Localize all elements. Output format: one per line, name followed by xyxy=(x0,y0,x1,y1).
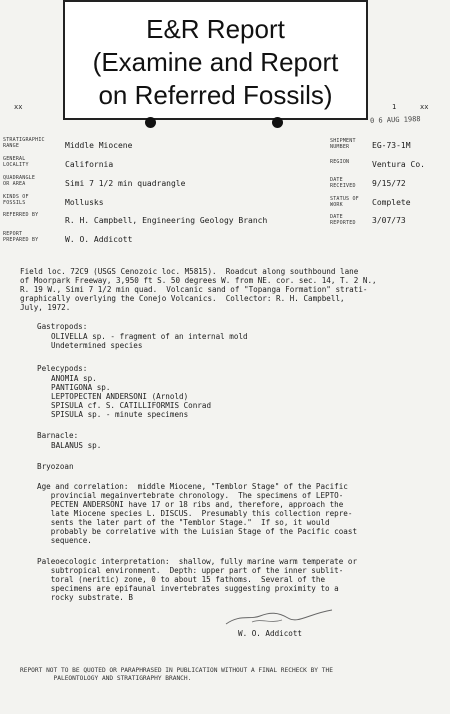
pelecypod-item: SPISULA sp. - minute specimens xyxy=(51,410,189,419)
pelecypod-item: SPISULA cf. S. CATILLIFORMIS Conrad xyxy=(51,401,212,410)
label-quadrangle: QUADRANGLE OR AREA xyxy=(3,175,36,187)
age-line: provincial megainvertebrate chronology. The specimens of LEPTO- xyxy=(37,491,344,500)
barnacle-heading: Barnacle: xyxy=(37,431,79,440)
paleo-line: Paleoecologic interpretation: shallow, fully marine warm temperate or xyxy=(37,557,358,566)
age-line: PECTEN ANDERSONI have 17 or 18 ribs and, therefore, approach the xyxy=(37,500,344,509)
label-status-of-work: STATUS OF WORK xyxy=(330,196,359,208)
title-line-2: (Examine and Report xyxy=(92,47,339,77)
label-kinds-of-fossils: KINDS OF FOSSILS xyxy=(3,194,29,206)
label-referred-by: REFERRED BY xyxy=(3,212,39,218)
title-box xyxy=(63,0,368,120)
value-date-reported: 3/07/73 xyxy=(372,216,406,225)
pin-left-icon xyxy=(145,117,156,128)
title-line-3: on Referred Fossils) xyxy=(98,80,333,110)
field-line: Field loc. 72C9 (USGS Cenozoic loc. M5815). Roadcut along southbound lane xyxy=(20,267,359,276)
pelecypod-item: PANTIGONA sp. xyxy=(51,383,111,392)
age-line: Age and correlation: middle Miocene, "Temblor Stage" of the Pacific xyxy=(37,482,348,491)
value-shipment-number: EG-73-1M xyxy=(372,141,411,150)
paleo-line: toral (neritic) zone, 0 to about 15 fathoms. Several of the xyxy=(37,575,326,584)
gastropods-heading: Gastropods: xyxy=(37,322,88,331)
pelecypod-item: LEPTOPECTEN ANDERSONI (Arnold) xyxy=(51,392,189,401)
field-line: July, 1972. xyxy=(20,303,71,312)
label-stratigraphic-range: STRATIGRAPHIC RANGE xyxy=(3,137,45,149)
pelecypod-item: ANOMIA sp. xyxy=(51,374,97,383)
age-line: sents the later part of the "Temblor Stage." If so, it would xyxy=(37,518,330,527)
footer-line: PALEONTOLOGY AND STRATIGRAPHY BRANCH. xyxy=(20,675,192,682)
label-date-reported: DATE REPORTED xyxy=(330,214,356,226)
label-general-locality: GENERAL LOCALITY xyxy=(3,156,29,168)
value-referred-by: R. H. Campbell, Engineering Geology Branch xyxy=(65,216,268,225)
pelecypods-heading: Pelecypods: xyxy=(37,364,88,373)
value-status-of-work: Complete xyxy=(372,198,411,207)
paleo-line: specimens are epifaunal invertebrates suggesting proximity to a xyxy=(37,584,339,593)
value-region: Ventura Co. xyxy=(372,160,425,169)
top-mark-number: 1 xyxy=(392,103,397,111)
top-mark-right: xx xyxy=(420,103,429,111)
footer-line: REPORT NOT TO BE QUOTED OR PARAPHRASED IN PUBLICATION WITHOUT A FINAL RECHECK BY THE xyxy=(20,667,333,674)
paleo-line: subtropical environment. Depth: upper part of the inner sublit- xyxy=(37,566,344,575)
field-line: graphically overlying the Conejo Volcanics. Collector: R. H. Campbell, xyxy=(20,294,345,303)
value-kinds-of-fossils: Mollusks xyxy=(65,198,104,207)
value-quadrangle: Simi 7 1/2 min quadrangle xyxy=(65,179,186,188)
handwritten-signature xyxy=(222,606,337,630)
age-line: late Miocene species L. DISCUS. Presumably this collection repre- xyxy=(37,509,353,518)
age-line: probably be correlative with the Luisian Stage of the Pacific coast xyxy=(37,527,358,536)
value-stratigraphic-range: Middle Miocene xyxy=(65,141,133,150)
top-mark-left: xx xyxy=(14,103,23,111)
value-date-received: 9/15/72 xyxy=(372,179,406,188)
label-date-received: DATE RECEIVED xyxy=(330,177,356,189)
label-report-prepared-by: REPORT PREPARED BY xyxy=(3,231,39,243)
paleo-line: rocky substrate. B xyxy=(37,593,134,602)
title-line-1: E&R Report xyxy=(146,14,285,44)
gastropod-item: OLIVELLA sp. - fragment of an internal mold xyxy=(51,332,248,341)
value-general-locality: California xyxy=(65,160,114,169)
field-line: R. 19 W., Simi 7 1/2 min quad. Volcanic sand of "Topanga Formation" strati- xyxy=(20,285,368,294)
received-stamp: 0 6 AUG 1988 xyxy=(369,115,421,125)
signature-name: W. O. Addicott xyxy=(238,629,303,638)
label-shipment-number: SHIPMENT NUMBER xyxy=(330,138,356,150)
barnacle-item: BALANUS sp. xyxy=(51,441,102,450)
bryozoan-heading: Bryozoan xyxy=(37,462,74,471)
value-report-prepared-by: W. O. Addicott xyxy=(65,235,133,244)
label-region: REGION xyxy=(330,159,350,165)
gastropod-item: Undetermined species xyxy=(51,341,143,350)
field-line: of Moorpark Freeway, 3,950 ft S. 50 degrees W. from NE. cor. sec. 14, T. 2 N., xyxy=(20,276,377,285)
pin-right-icon xyxy=(272,117,283,128)
age-line: sequence. xyxy=(37,536,92,545)
